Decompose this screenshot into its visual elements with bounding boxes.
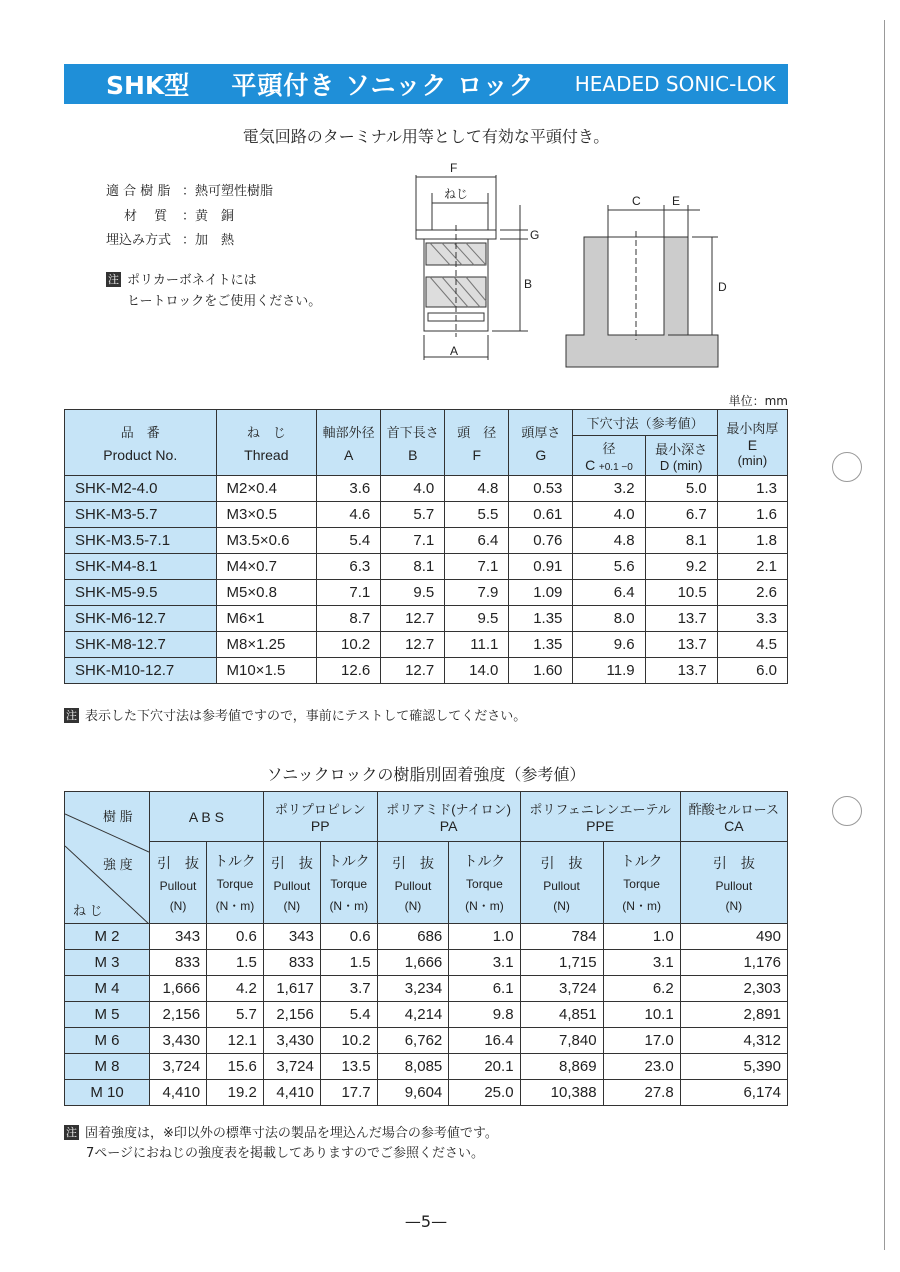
cell-value: 6,762 xyxy=(377,1028,449,1054)
subhead-unit: (N・m) xyxy=(215,899,255,913)
cell-d: 9.2 xyxy=(645,554,717,580)
header-en: A xyxy=(344,447,354,463)
dimensions-table xyxy=(64,409,788,684)
spec-method xyxy=(106,229,234,248)
note-line: 表示した下穴寸法は参考値ですので，事前にテストして確認してください。 xyxy=(85,709,527,724)
note-line: 固着強度は，※印以外の標準寸法の製品を埋込んだ場合の参考値です。 xyxy=(85,1126,498,1141)
header-bar xyxy=(64,64,788,104)
cell-value: 9.8 xyxy=(449,1002,520,1028)
cell-e: 3.3 xyxy=(717,606,787,632)
label-C: C xyxy=(632,194,641,208)
subhead-unit: (N) xyxy=(283,898,301,913)
cell-c: 4.8 xyxy=(573,528,645,554)
subtitle: 電気回路のターミナル用等として有効な平頭付き。 xyxy=(242,127,610,146)
cell-c: 11.9 xyxy=(573,658,645,684)
label-A: A xyxy=(450,344,459,358)
title-en: HEADED SONIC-LOK xyxy=(574,72,776,96)
cell-value: 8,085 xyxy=(377,1054,449,1080)
table-row xyxy=(65,476,788,502)
label-G: G xyxy=(530,228,540,242)
cell-value: 12.1 xyxy=(207,1028,264,1054)
cell-value: 4,410 xyxy=(263,1080,320,1106)
subhead-jp: 引 抜 xyxy=(540,854,583,871)
strength-title: ソニックロックの樹脂別固着強度（参考値） xyxy=(266,765,586,784)
resin-en: PPE xyxy=(586,818,615,834)
subhead-jp: 引 抜 xyxy=(712,854,755,871)
cell-b: 7.1 xyxy=(381,528,445,554)
cell-d: 13.7 xyxy=(645,606,717,632)
subhead-jp: トルク xyxy=(327,853,370,869)
note-heatlock-line2: ヒートロックをご使用ください。 xyxy=(127,294,322,309)
cell-value: 17.7 xyxy=(320,1080,377,1106)
label-B: B xyxy=(524,277,533,291)
cell-value: 1,666 xyxy=(150,976,207,1002)
corner-thread: ね じ xyxy=(73,903,103,918)
resin-ppe xyxy=(520,792,680,842)
header-en: Thread xyxy=(244,447,289,463)
header-jp: 軸部外径 xyxy=(322,425,375,440)
spec-value: ：加 熱 xyxy=(182,233,235,248)
cell-b: 12.7 xyxy=(381,658,445,684)
label-F: F xyxy=(450,161,458,175)
col-d xyxy=(645,436,717,476)
page-edge-line xyxy=(884,20,885,1250)
header-jp: ね じ xyxy=(246,425,286,440)
header-en: D (min) xyxy=(659,457,703,473)
cell-pno: SHK-M6-12.7 xyxy=(65,606,217,632)
table-row xyxy=(65,606,788,632)
row-thread: M 10 xyxy=(65,1080,150,1106)
cell-e: 1.3 xyxy=(717,476,787,502)
subhead-en: Pullout xyxy=(715,878,753,893)
cell-value: 2,156 xyxy=(150,1002,207,1028)
cell-value: 23.0 xyxy=(603,1054,680,1080)
cell-f: 4.8 xyxy=(445,476,509,502)
cell-f: 5.5 xyxy=(445,502,509,528)
table-row xyxy=(65,502,788,528)
cell-a: 8.7 xyxy=(317,606,381,632)
cell-g: 0.76 xyxy=(509,528,573,554)
resin-jp: ポリアミド(ナイロン) xyxy=(386,802,511,817)
cell-pno: SHK-M8-12.7 xyxy=(65,632,217,658)
cell-c: 6.4 xyxy=(573,580,645,606)
cell-e: 4.5 xyxy=(717,632,787,658)
cell-value: 20.1 xyxy=(449,1054,520,1080)
strength-table xyxy=(64,791,788,1106)
cell-b: 12.7 xyxy=(381,632,445,658)
label-neji: ねじ xyxy=(444,187,469,201)
spec-label: 材 質 xyxy=(124,209,168,224)
table-row xyxy=(65,950,788,976)
header-min: (min) xyxy=(737,452,768,468)
cell-value: 4,214 xyxy=(377,1002,449,1028)
cell-pno: SHK-M5-9.5 xyxy=(65,580,217,606)
subhead-unit: (N・m) xyxy=(465,899,504,913)
subhead-pullout xyxy=(377,842,449,924)
cell-g: 0.61 xyxy=(509,502,573,528)
subhead-unit: (N) xyxy=(169,898,187,913)
subhead-unit: (N) xyxy=(725,898,743,913)
cell-value: 1,715 xyxy=(520,950,603,976)
subhead-unit: (N) xyxy=(553,898,570,913)
resin-pa xyxy=(377,792,520,842)
row-thread: M 3 xyxy=(65,950,150,976)
subhead-unit: (N) xyxy=(404,898,422,913)
label-D: D xyxy=(718,280,727,294)
cell-c: 5.6 xyxy=(573,554,645,580)
header-en: B xyxy=(408,447,418,463)
header-jp: 品 番 xyxy=(120,425,160,440)
cell-f: 14.0 xyxy=(445,658,509,684)
cell-a: 4.6 xyxy=(317,502,381,528)
cell-value: 4,410 xyxy=(150,1080,207,1106)
spec-resin xyxy=(106,180,273,199)
cell-a: 7.1 xyxy=(317,580,381,606)
cell-value: 19.2 xyxy=(207,1080,264,1106)
note-hole xyxy=(64,705,526,724)
cell-value: 0.6 xyxy=(207,924,264,950)
cell-thread: M2×0.4 xyxy=(216,476,317,502)
cell-b: 8.1 xyxy=(381,554,445,580)
cell-value: 3,724 xyxy=(150,1054,207,1080)
cell-value: 343 xyxy=(263,924,320,950)
cell-value: 4,312 xyxy=(680,1028,787,1054)
subhead-jp: トルク xyxy=(463,853,506,869)
cell-d: 10.5 xyxy=(645,580,717,606)
cell-value: 4.2 xyxy=(207,976,264,1002)
spec-material xyxy=(106,205,234,224)
cell-value: 784 xyxy=(520,924,603,950)
cell-f: 7.9 xyxy=(445,580,509,606)
header-jp: 径 xyxy=(602,441,616,456)
subhead-jp: トルク xyxy=(214,853,256,869)
table-row xyxy=(65,580,788,606)
binder-hole xyxy=(832,796,862,826)
resin-pp xyxy=(263,792,377,842)
cell-value: 10.2 xyxy=(320,1028,377,1054)
header-jp: 頭 径 xyxy=(457,425,497,440)
cell-pno: SHK-M4-8.1 xyxy=(65,554,217,580)
row-thread: M 6 xyxy=(65,1028,150,1054)
cell-value: 15.6 xyxy=(207,1054,264,1080)
cell-a: 6.3 xyxy=(317,554,381,580)
col-g xyxy=(509,410,573,476)
spec-value: ：熱可塑性樹脂 xyxy=(182,184,274,199)
cell-value: 833 xyxy=(263,950,320,976)
cell-value: 6.1 xyxy=(449,976,520,1002)
resin-ca xyxy=(680,792,787,842)
cell-value: 13.5 xyxy=(320,1054,377,1080)
note-strength-line2: 7ページにおねじの強度表を掲載してありますのでご参照ください。 xyxy=(86,1146,485,1161)
resin-jp: ポリプロピレン xyxy=(274,802,366,817)
subhead-en: Torque xyxy=(330,877,368,891)
table-row xyxy=(65,528,788,554)
cell-pno: SHK-M10-12.7 xyxy=(65,658,217,684)
col-product-no xyxy=(65,410,217,476)
table-row xyxy=(65,1002,788,1028)
cell-thread: M3×0.5 xyxy=(216,502,317,528)
cell-f: 11.1 xyxy=(445,632,509,658)
cell-e: 1.6 xyxy=(717,502,787,528)
cell-c: 8.0 xyxy=(573,606,645,632)
subhead-pullout xyxy=(263,842,320,924)
resin-en: PA xyxy=(439,818,458,834)
subhead-en: Pullout xyxy=(159,878,197,893)
row-thread: M 5 xyxy=(65,1002,150,1028)
cell-value: 7,840 xyxy=(520,1028,603,1054)
cell-e: 1.8 xyxy=(717,528,787,554)
resin-en: PP xyxy=(310,818,330,834)
header-tol: +0.1 −0 xyxy=(598,462,633,473)
cell-e: 2.6 xyxy=(717,580,787,606)
cell-value: 686 xyxy=(377,924,449,950)
row-thread: M 2 xyxy=(65,924,150,950)
cell-b: 4.0 xyxy=(381,476,445,502)
cell-value: 5.7 xyxy=(207,1002,264,1028)
resin-abs xyxy=(150,792,264,842)
subhead-en: Torque xyxy=(216,877,254,891)
cell-g: 1.60 xyxy=(509,658,573,684)
cell-a: 3.6 xyxy=(317,476,381,502)
corner-cell xyxy=(65,792,150,924)
note-heatlock xyxy=(106,269,257,288)
col-e xyxy=(717,410,787,476)
cell-d: 13.7 xyxy=(645,658,717,684)
cell-g: 1.35 xyxy=(509,606,573,632)
page-number: —5— xyxy=(404,1212,448,1231)
col-c xyxy=(573,436,645,476)
cell-b: 12.7 xyxy=(381,606,445,632)
cell-value: 3.1 xyxy=(603,950,680,976)
subhead-jp: 引 抜 xyxy=(157,854,200,871)
cell-a: 12.6 xyxy=(317,658,381,684)
model-code: SHK型 xyxy=(106,71,190,100)
cell-value: 3,234 xyxy=(377,976,449,1002)
cell-value: 6,174 xyxy=(680,1080,787,1106)
table-row xyxy=(65,1054,788,1080)
subhead-jp: 引 抜 xyxy=(270,854,313,871)
table-row xyxy=(65,658,788,684)
cell-value: 10.1 xyxy=(603,1002,680,1028)
header-en: G xyxy=(535,447,547,463)
subhead-unit: (N・m) xyxy=(622,899,661,913)
corner-strength: 強 度 xyxy=(103,857,133,872)
cell-g: 1.35 xyxy=(509,632,573,658)
cell-value: 3,724 xyxy=(263,1054,320,1080)
cell-value: 1,617 xyxy=(263,976,320,1002)
cell-value: 6.2 xyxy=(603,976,680,1002)
cell-value: 9,604 xyxy=(377,1080,449,1106)
cell-d: 5.0 xyxy=(645,476,717,502)
resin-jp: ポリフェニレンエーテル xyxy=(529,802,671,817)
subhead-jp: トルク xyxy=(620,853,663,869)
resin-en: CA xyxy=(724,818,744,834)
cell-value: 17.0 xyxy=(603,1028,680,1054)
cell-pno: SHK-M2-4.0 xyxy=(65,476,217,502)
resin-jp: A B S xyxy=(188,808,224,825)
cell-value: 2,156 xyxy=(263,1002,320,1028)
note-strength xyxy=(64,1122,498,1141)
cell-d: 6.7 xyxy=(645,502,717,528)
resin-jp: 酢酸セルロース xyxy=(688,802,780,817)
subhead-en: Pullout xyxy=(543,878,580,893)
cell-d: 8.1 xyxy=(645,528,717,554)
subhead-en: Torque xyxy=(466,877,503,891)
cell-thread: M10×1.5 xyxy=(216,658,317,684)
cell-b: 9.5 xyxy=(381,580,445,606)
subhead-jp: 引 抜 xyxy=(391,854,434,871)
cell-value: 10,388 xyxy=(520,1080,603,1106)
spec-value: ：黄 銅 xyxy=(182,209,235,224)
table-row xyxy=(65,976,788,1002)
col-a xyxy=(317,410,381,476)
cell-f: 9.5 xyxy=(445,606,509,632)
cell-value: 3,724 xyxy=(520,976,603,1002)
subhead-unit: (N・m) xyxy=(329,899,369,913)
cell-thread: M5×0.8 xyxy=(216,580,317,606)
cell-value: 5,390 xyxy=(680,1054,787,1080)
header-en: F xyxy=(472,447,482,463)
cell-e: 2.1 xyxy=(717,554,787,580)
note-mark: 注 xyxy=(66,1126,77,1139)
header-jp: 首下長さ xyxy=(386,425,439,440)
note-line: ポリカーボネイトには xyxy=(127,273,257,288)
cell-pno: SHK-M3.5-7.1 xyxy=(65,528,217,554)
note-mark: 注 xyxy=(66,709,77,722)
cell-c: 3.2 xyxy=(573,476,645,502)
cell-thread: M3.5×0.6 xyxy=(216,528,317,554)
col-hole: 下穴寸法（参考値） xyxy=(573,410,717,436)
cell-value: 5.4 xyxy=(320,1002,377,1028)
cell-f: 6.4 xyxy=(445,528,509,554)
cell-value: 1,176 xyxy=(680,950,787,976)
header-jp: 最小肉厚 xyxy=(726,420,779,436)
cell-value: 833 xyxy=(150,950,207,976)
table-row xyxy=(65,924,788,950)
cell-thread: M6×1 xyxy=(216,606,317,632)
cell-b: 5.7 xyxy=(381,502,445,528)
cell-pno: SHK-M3-5.7 xyxy=(65,502,217,528)
cell-a: 5.4 xyxy=(317,528,381,554)
cell-value: 490 xyxy=(680,924,787,950)
cell-g: 0.53 xyxy=(509,476,573,502)
cell-thread: M8×1.25 xyxy=(216,632,317,658)
subhead-torque xyxy=(320,842,377,924)
cell-value: 343 xyxy=(150,924,207,950)
cell-value: 25.0 xyxy=(449,1080,520,1106)
cell-value: 4,851 xyxy=(520,1002,603,1028)
row-thread: M 8 xyxy=(65,1054,150,1080)
table-row xyxy=(65,1080,788,1106)
cell-value: 1.0 xyxy=(449,924,520,950)
cell-value: 2,891 xyxy=(680,1002,787,1028)
table-row xyxy=(65,1028,788,1054)
corner-resin: 樹 脂 xyxy=(103,809,133,824)
subhead-pullout xyxy=(520,842,603,924)
table-row xyxy=(65,632,788,658)
cell-value: 1.5 xyxy=(207,950,264,976)
cell-value: 27.8 xyxy=(603,1080,680,1106)
header-en: E xyxy=(747,436,758,453)
subhead-torque xyxy=(449,842,520,924)
subhead-torque xyxy=(207,842,264,924)
cell-value: 3.7 xyxy=(320,976,377,1002)
cell-value: 0.6 xyxy=(320,924,377,950)
cell-value: 16.4 xyxy=(449,1028,520,1054)
subhead-torque xyxy=(603,842,680,924)
cell-c: 4.0 xyxy=(573,502,645,528)
cell-f: 7.1 xyxy=(445,554,509,580)
header-en: C xyxy=(585,457,596,473)
cell-value: 8,869 xyxy=(520,1054,603,1080)
cell-value: 3,430 xyxy=(150,1028,207,1054)
subhead-en: Torque xyxy=(623,877,660,891)
insert-diagram xyxy=(400,155,740,370)
spec-label: 埋込み方式 xyxy=(106,233,172,248)
subhead-pullout xyxy=(680,842,787,924)
cell-value: 1.5 xyxy=(320,950,377,976)
table-row xyxy=(65,554,788,580)
cell-c: 9.6 xyxy=(573,632,645,658)
cell-g: 0.91 xyxy=(509,554,573,580)
spec-label: 適 合 樹 脂 xyxy=(106,184,171,199)
cell-value: 3.1 xyxy=(449,950,520,976)
subhead-pullout xyxy=(150,842,207,924)
header-jp: 最小深さ xyxy=(655,441,708,457)
unit-label: 単位：mm xyxy=(728,394,788,408)
header-en: Product No. xyxy=(103,447,178,463)
title-jp: 平頭付き ソニック ロック xyxy=(231,71,535,100)
cell-d: 13.7 xyxy=(645,632,717,658)
header-jp: 頭厚さ xyxy=(521,425,561,440)
subhead-en: Pullout xyxy=(273,878,311,893)
cell-value: 1.0 xyxy=(603,924,680,950)
note-mark: 注 xyxy=(108,273,119,286)
cell-value: 1,666 xyxy=(377,950,449,976)
row-thread: M 4 xyxy=(65,976,150,1002)
cell-value: 3,430 xyxy=(263,1028,320,1054)
cell-g: 1.09 xyxy=(509,580,573,606)
col-f xyxy=(445,410,509,476)
cell-value: 2,303 xyxy=(680,976,787,1002)
cell-a: 10.2 xyxy=(317,632,381,658)
col-b xyxy=(381,410,445,476)
binder-hole xyxy=(832,452,862,482)
col-thread xyxy=(216,410,317,476)
cell-e: 6.0 xyxy=(717,658,787,684)
label-E: E xyxy=(672,194,681,208)
cell-thread: M4×0.7 xyxy=(216,554,317,580)
subhead-en: Pullout xyxy=(394,878,432,893)
